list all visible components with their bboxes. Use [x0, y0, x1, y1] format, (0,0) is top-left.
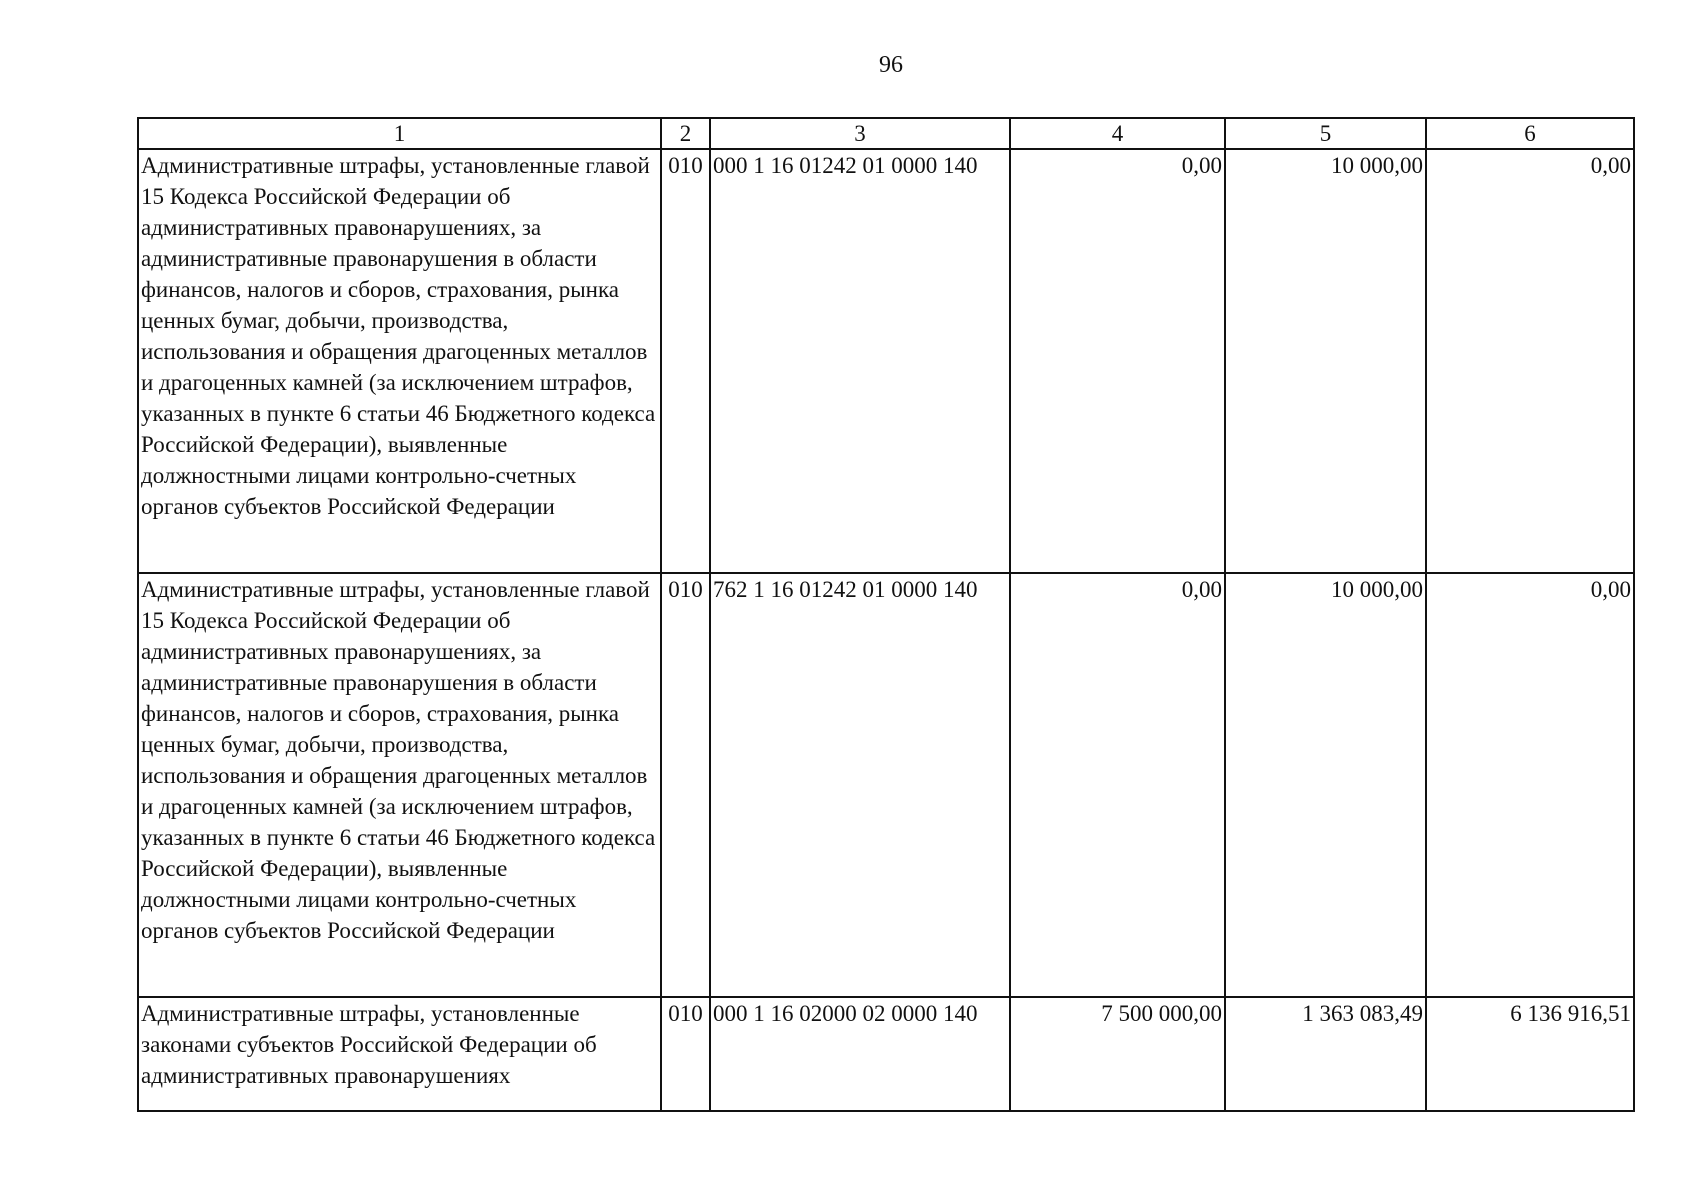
table-row	[138, 149, 1634, 573]
row-line-code: 010	[661, 997, 710, 1111]
header-row	[138, 118, 1634, 149]
row-budget-code: 000 1 16 01242 01 0000 140	[710, 149, 1010, 573]
row-description: Административные штрафы, установленные главой 15 Кодекса Российской Федерации об административных правонарушениях, за административные правонарушения в области финансов, налогов и сборов, страхования, рынка ценных бумаг, добычи, производства, использования и обращения драгоценных металлов и драгоценных камней (за исключением штрафов, указанных в пункте 6 статьи 46 Бюджетного кодекса Российской Федерации), выявленные должностными лицами контрольно-счетных органов субъектов Российской Федерации	[138, 149, 661, 573]
row-col4-value: 7 500 000,00	[1010, 997, 1225, 1111]
row-col5-value: 10 000,00	[1225, 149, 1426, 573]
row-budget-code: 000 1 16 02000 02 0000 140	[710, 997, 1010, 1111]
row-budget-code: 762 1 16 01242 01 0000 140	[710, 573, 1010, 997]
row-col6-value: 6 136 916,51	[1426, 997, 1634, 1111]
page-number: 96	[879, 52, 903, 78]
row-line-code: 010	[661, 573, 710, 997]
row-col6-value: 0,00	[1426, 149, 1634, 573]
header-col-1: 1	[138, 118, 661, 149]
row-line-code: 010	[661, 149, 710, 573]
header-col-2: 2	[661, 118, 710, 149]
row-col6-value: 0,00	[1426, 573, 1634, 997]
header-col-5: 5	[1225, 118, 1426, 149]
row-col5-value: 10 000,00	[1225, 573, 1426, 997]
report-table	[137, 117, 1635, 1112]
row-col4-value: 0,00	[1010, 149, 1225, 573]
header-col-6: 6	[1426, 118, 1634, 149]
row-description: Административные штрафы, установленные главой 15 Кодекса Российской Федерации об административных правонарушениях, за административные правонарушения в области финансов, налогов и сборов, страхования, рынка ценных бумаг, добычи, производства, использования и обращения драгоценных металлов и драгоценных камней (за исключением штрафов, указанных в пункте 6 статьи 46 Бюджетного кодекса Российской Федерации), выявленные должностными лицами контрольно-счетных органов субъектов Российской Федерации	[138, 573, 661, 997]
table-row	[138, 573, 1634, 997]
row-col4-value: 0,00	[1010, 573, 1225, 997]
row-description: Административные штрафы, установленные законами субъектов Российской Федерации об административных правонарушениях	[138, 997, 661, 1111]
header-col-3: 3	[710, 118, 1010, 149]
table-row	[138, 997, 1634, 1111]
header-col-4: 4	[1010, 118, 1225, 149]
row-col5-value: 1 363 083,49	[1225, 997, 1426, 1111]
